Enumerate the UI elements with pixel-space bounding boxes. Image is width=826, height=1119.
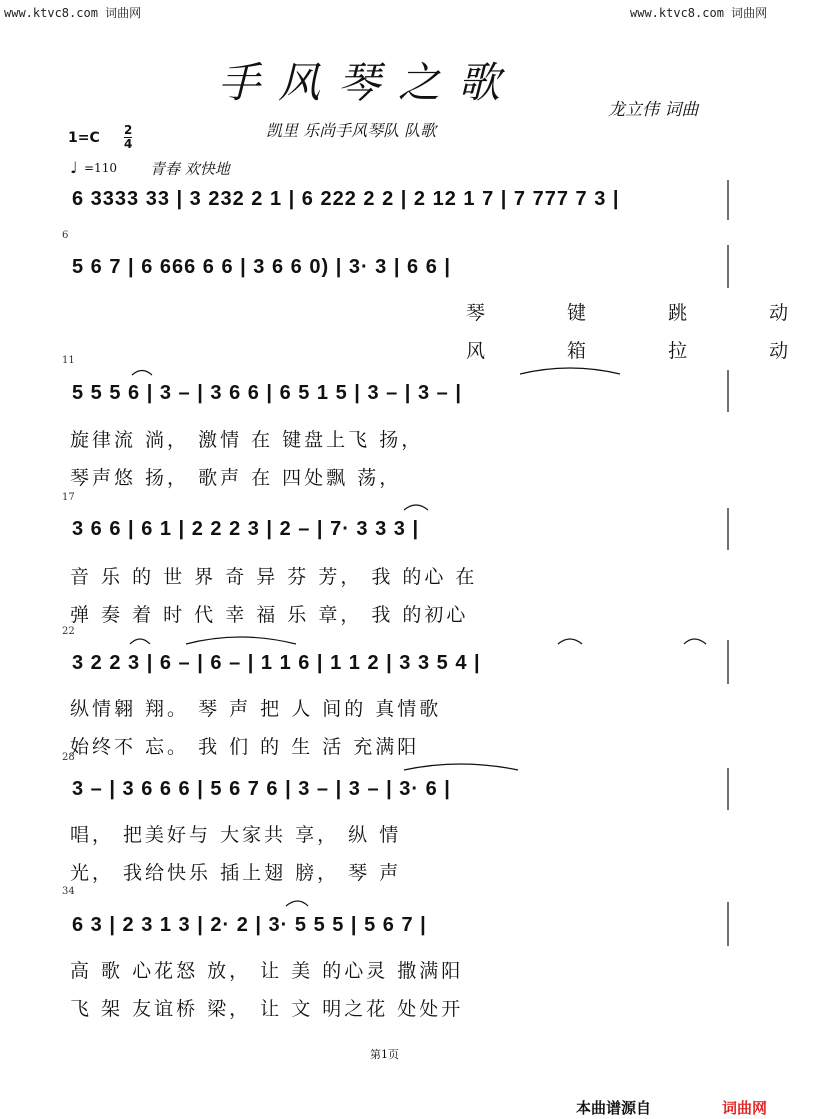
time-sig-top: 2: [124, 123, 133, 137]
system-7-notes: 6 3 | 2 3 1 3 | 2· 2 | 3· 5 5 5 | 5 6 7 |: [72, 914, 427, 936]
slur: [404, 764, 518, 770]
source-site-link[interactable]: 词曲网: [722, 1099, 768, 1117]
system-5-lyric-2: 始终不 忘。 我 们 的 生 活 充满阳: [70, 736, 420, 758]
system-5-notes: 3 2 2 3 | 6 – | 6 – | 1 1 6 | 1 1 2 | 3 3 5 4 |: [72, 652, 481, 674]
system-6-lyric-1: 唱， 把美好与 大家共 享， 纵 情: [70, 824, 402, 846]
system-5-lyric-1: 纵情翱 翔。 琴 声 把 人 间的 真情歌: [70, 698, 442, 720]
slur: [520, 368, 620, 374]
tempo: =110: [84, 161, 117, 175]
time-sig-bottom: 4: [124, 137, 133, 151]
system-7-lyric-2: 飞 架 友谊桥 梁， 让 文 明之花 处处开: [70, 998, 464, 1020]
system-4-lyric-2: 弹 奏 着 时 代 幸 福 乐 章， 我 的初心: [70, 604, 469, 626]
slur: [286, 901, 308, 906]
source-label: 本曲谱源自: [576, 1099, 652, 1117]
system-2-notes: 5 6 7 | 6 666 6 6 | 3 6 6 0) | 3· 3 | 6 6 |: [72, 256, 451, 278]
page-number: 第1页: [370, 1048, 399, 1061]
system-4-lyric-1: 音 乐 的 世 界 奇 异 芬 芳， 我 的心 在: [70, 566, 478, 588]
system-6-lyric-2: 光， 我给快乐 插上翅 膀， 琴 声: [70, 862, 402, 884]
watermark-left: www.ktvc8.com 词曲网: [4, 6, 142, 20]
system-7-number: 34: [62, 886, 75, 897]
system-2-number: 6: [62, 230, 69, 241]
system-7-lyric-1: 高 歌 心花怒 放， 让 美 的心灵 撒满阳: [70, 960, 464, 982]
song-title: 手风琴之歌: [218, 58, 519, 107]
system-2-lyric-2: 风 箱 拉 动: [466, 340, 826, 362]
system-5-number: 22: [62, 626, 75, 637]
credit: 龙立伟 词曲: [608, 100, 699, 120]
system-3-number: 11: [62, 355, 75, 366]
system-4-number: 17: [62, 492, 75, 503]
mood: 青春 欢快地: [150, 160, 230, 178]
watermark-right: www.ktvc8.com 词曲网: [630, 6, 768, 20]
system-3-notes: 5 5 5 6 | 3 – | 3 6 6 | 6 5 1 5 | 3 – | 3 – |: [72, 382, 462, 404]
system-2-lyric-1: 琴 键 跳 动: [466, 302, 826, 324]
slur: [404, 505, 428, 510]
subtitle: 凯里 乐尚手风琴队 队歌: [266, 121, 437, 140]
system-4-notes: 3 6 6 | 6 1 | 2 2 2 3 | 2 – | 7· 3 3 3 |: [72, 518, 420, 540]
slur: [684, 639, 706, 644]
slur: [186, 637, 296, 644]
quarter-note-icon: ♩: [70, 158, 78, 177]
system-3-lyric-1: 旋律流 淌， 激情 在 键盘上飞 扬，: [70, 429, 424, 451]
time-signature: [124, 124, 132, 151]
system-6-notes: 3 – | 3 6 6 6 | 5 6 7 6 | 3 – | 3 – | 3· 6 |: [72, 778, 451, 800]
slur: [558, 639, 582, 644]
key-signature: 1=C: [68, 130, 100, 146]
slur: [132, 371, 152, 376]
system-6-number: 28: [62, 752, 75, 763]
slur: [130, 639, 150, 644]
system-1-notes: 6 3333 33 | 3 232 2 1 | 6 222 2 2 | 2 12 1 7 | 7 777 7 3 |: [72, 188, 620, 210]
system-3-lyric-2: 琴声悠 扬， 歌声 在 四处飘 荡，: [70, 467, 402, 489]
